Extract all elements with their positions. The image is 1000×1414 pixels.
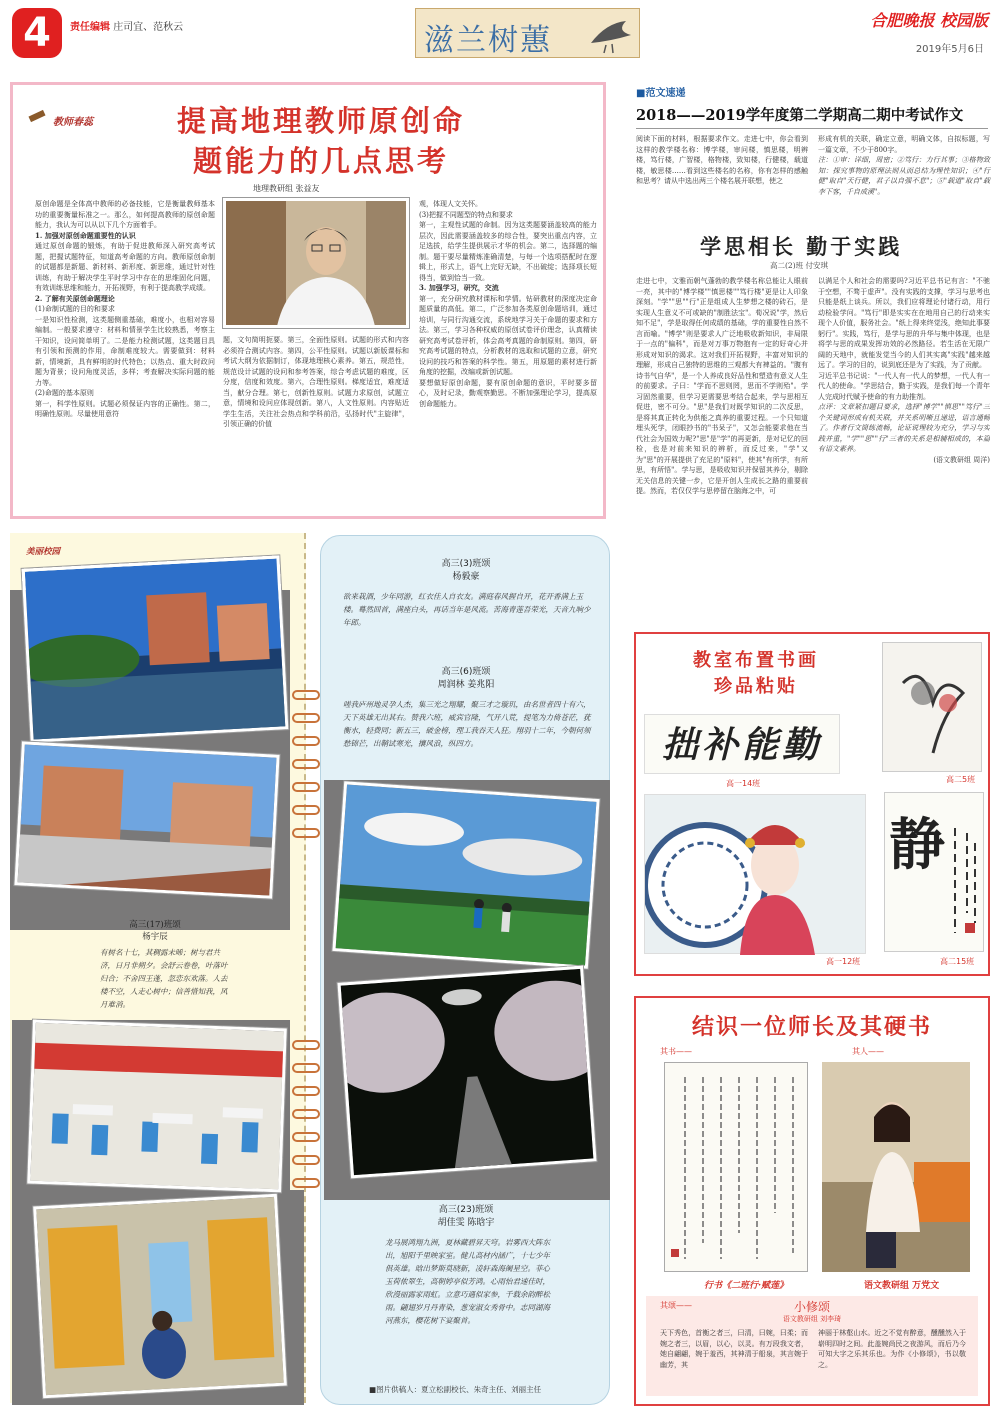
ode-section [646,1296,978,1396]
article-geography [10,82,606,519]
person-caption: 语文教研组 万党文 [864,1281,940,1291]
paragraph: (2)命题的基本原则 [35,389,94,397]
cherry-blossom-road-photo [337,966,596,1179]
poem2-head [321,666,611,692]
poem-author: 杨宇辰 [142,932,168,942]
edition-label: 责任编辑 [70,22,110,33]
headline-line1: 提高地理教师原创命 [176,104,465,138]
book-caption: 行书《二班行·赋莲》 [704,1281,789,1291]
section-title-box [415,8,640,58]
headline-line2: 题能力的几点思考 [192,144,449,178]
subheading: 2. 了解有关原创命题理论 [35,293,115,303]
paragraph: 要想做好原创命题，要有原创命题的意识，平时要多留心，及时记录，勤观察勤思。不断加强理论学习，提高原创命题能力。 [419,378,597,408]
article1-col3 [419,199,597,409]
subheading: 1. 加强对原创命题重要性的认识 [35,230,136,240]
editors: 庄司宜、范秋云 [113,22,184,33]
review-author: (语文教研组 周洋) [933,455,990,464]
paragraph: 原创命题是全体高中教师的必备技能，它是衡量教师基本功的重要衡量标准之一。那么，如何提高教师的原创命题能力，我认为可以从以下几个方面着手。 [35,200,215,229]
teacher-title: 结识一位师长及其硬书 [691,1014,932,1040]
binder-rings [292,1040,322,1201]
paragraph: 通过原创命题的锻炼，有助于促进教师深入研究高考试题，把握试题特征，知道高考命题的方向。教师原创命制的试题都是新题、新材料、新形度、新思维，通过针对性训练，有助于解决学生平时学习中存在的思维固化问题，有效训练思维和能力，开拓视野，有利于提高教学成绩。 [35,242,215,292]
title-line2: 珍品粘贴 [714,676,798,697]
headline [131,101,511,181]
campus-lake-photo [22,555,289,742]
ode-label: 其颂—— [660,1301,692,1310]
book-label: 其书—— [660,1047,692,1056]
ode-title: 小修颂 [793,1300,830,1314]
poem-head: 高三(3)班颂 [441,559,491,569]
page-number: 4 [12,8,62,58]
library-photo [27,1020,287,1193]
paragraph: 观，体现人文关怀。 [419,200,482,208]
poem-author: 周润林 姜兆阳 [437,680,495,690]
poem3-text: 龙马展鸿翔九洲，夏林藏碧昇天穹。岩雾西大阵东出，旭阳千里映家室。健儿高材内涵广，十七少年俱英雄。晗出梦斯莫晓新，凌轩森海阑星空。菲心玉荷侬翠生，高朝婷亭似芳鸿。心雨怡君速佳时，欣漫丽露家雨虹。立意巧遇似家参，千载余韵醉松雨。翩翅岁月丹青染，葱宠淑女秀骨中。志同湖海河燕东，樱花树下宴聚首。 [385,1238,550,1325]
binder-rings [292,690,322,851]
teacher-box [634,996,990,1406]
brief-label: ■范文速递 [636,88,686,99]
article1-col2: 题，文句简明扼要。第三，全面性原则。试题的形式和内容必须符合测试内容。第四，公平性原则。试题以新版课标和考试大纲为依据制订，体现地理核心素养。第五，规范性，规范设计试题的设问和参考答案，综合考虑试题的难度，区分度，信度和效度。第六，合理性原则。梯度适宜，难度适当，献分合理。第七，创新性原则。试题力求原创，试题立意，情境和设问应体现创新。第八，人文性原则。内容贴近学生生活，关注社会热点和学科前沿，弘扬时代"主旋律"，引领正确的价值 [223,336,409,428]
exam-title: 2018——2019学年度第二学期高二期中考试作文 [636,107,964,124]
calligraphy-box [634,632,990,976]
essay-col2 [818,276,990,622]
section-title: 滋兰树蕙 [424,23,552,58]
poem-head: 高三(17)班颂 [129,920,181,930]
poem1-text: 欲来栽酒，少年同游，红衣佳人自衣友。满庭春风握自开，花开香满上玉楼。蓦然回首，满座白头，再话当年是风流。苦海青莲吾荣光，天音九响少年郎。 [343,592,591,627]
essay-title: 学思相长 勤于实践 [700,234,903,259]
calligraphy-work1: 拙补能勤 [644,714,840,774]
essay-review: 点评：文章紧扣题目要求，选择"博学""慎思""笃行"三个关键词形成有机关联，并关系明晰且递进，语言通畅了。作者行文简练流畅，论证说理较为充分，学习与实践并重，"学""思""行"三者的关系是相辅相成的，本篇有语文素养。 [818,403,990,453]
poem-author: 杨毅豪 [452,572,480,582]
subheading: 3. 加强学习，研究，交流 [419,283,499,292]
gallery-tag: 美丽校园 [26,547,61,557]
bird-illustration-icon [586,13,636,55]
opera-painting [644,794,866,954]
exam-text: 阅读下面的材料，根据要求作文。走进七中，你会看到这样的教学楼名称：博学楼，审问楼，慎思楼，明辨楼，笃行楼，广智楼，格物楼，致知楼，行健楼，载道楼，敏思楼……看到这些楼名的名称，你有怎样的感触和思考？请从中选出两三个楼名展开联想，使之 [636,135,808,185]
byline: 地理教研组 张益友 [253,184,320,193]
paragraph: 以满足个人和社会的需要吗?习近平总书记有言："不驰于空想，不骛于虚声"。没有实践的支撑，学习与思考也只能是纸上谈兵。所以，我们应将理论付诸行动，用行动检验学问。"笃行"即是实实在在地用自己的行动来实现个人价值，服务社会。"纸上得来终觉浅，绝知此事要躬行"。实践，笃行，是学与思的升华与集中体现，也是将学与思的成果发挥功效的必然路径。若生活在无限广阔的天地中，就能发觉当今的人们其实离"实践"越来越远了。学习的目的，说到底还是为了实践，为了贡献。 [818,277,990,369]
paper-brand: 合肥晚报 校园版 [870,11,988,30]
calligraphy-work4 [884,792,984,952]
paragraph: 形成有机的关联，确定立意，明确文体，自拟标题，写一篇文章，不少于800字。 [818,135,990,154]
pencil-icon [27,107,49,125]
poem17-text: 有树名十七，其稠露未晞；树与君共济，日月非朔夕。会舒云卷卷，叶落叶归合；不舍四王蓬，忽恋东欢落。人去楼不空，人走心树中；信善惜知我，风月难消。 [100,948,228,1009]
calligraphy-title [666,648,846,700]
dormitory-photo [33,1194,287,1399]
teacher-photo [822,1062,970,1272]
poem-head: 高三(23)班颂 [438,1205,494,1215]
divider [636,128,988,129]
editor-line [70,18,183,33]
campus-buildings-photo [14,741,279,898]
work2-class: 高二5班 [946,775,976,784]
ink-painting-flower [882,642,982,772]
title-line1: 教室布置书画 [693,650,819,671]
handwriting-scroll [664,1062,808,1272]
article1-col1 [35,199,215,420]
essay-author: 高二(2)班 付安琪 [770,261,829,270]
work1-class: 高一14班 [726,779,761,788]
ode-text1: 天下秀色，首衡之者三，曰清，曰婉，曰柔；而婉之者三，以眉，以心，以灵。有万段我文者，她自翩翩，婉于羞西，其神清于船泉，其言婉于幽芳，其 [660,1329,808,1369]
paragraph: 一是知识性检测，这类题侧重基础，难度小，也相对容易编制。一般要求遵守：材料和情景学生比较熟悉，考察主干知识，设问简单明了。二是能力检测试题，这类题目具有引领和预测的作用，命制难度较大。需要做到：材料新，情境新，具有鲜明的时代特色；以热点、重大时政问题为背景；设问角度灵活，多样；考查解决实际问题的能力等。 [35,315,215,387]
exam-note: 注：①审：详细，周密；②笃行：力行其事；③格物致知：探究事物的原理法则从而总结为理性知识；④"行健"取自"天行健，君子以自强不息"；⑤"载道"取自"载李下客，千自成溪"。 [818,156,990,196]
paragraph: 第一，充分研究教材课标和学情。钻研教材的深度决定命题质量的高低。第二，广泛参加各类原创命题培训，通过培训，与同行沟通交流，系统地学习关于命题的要求和方法。第三，学习各种权威的原创试卷评价理念，认真精读研究高考试卷评析，体会高考真题的命制原则。第四，研究高考试题的特点，分析教材的选取和试题的立意，研究设问的技巧和答案的科学性。第五，用原题的素材进行新角度的挖掘，改编或新创试题。 [419,294,597,376]
poem17-head [40,918,270,942]
person-label: 其人—— [852,1047,884,1056]
poem3-head [321,1204,611,1230]
ode-author: 语文教研组 刘李琦 [782,1315,842,1323]
poem1-head [321,558,611,584]
paper-date: 2019年5月6日 [915,44,984,55]
teacher-portrait [223,198,409,328]
paragraph: 第一，科学性原则。试题必须保证内容的正确性。第二，明确性原则。尽量使用意符 [35,399,215,418]
essay-col1: 走进七中，文雅而朝气蓬勃的教学楼名称总能让人眼前一亮，其中的"博学楼""慎思楼""笃行楼"更是让人印象深刻。"学""思""行"正是组成人生梦想之楼的砖石，是实现人生意义不可或缺的"制胜法宝"。荀况说"学，然后知不足"，学是取得任何成绩的基础，学的重要性自然不言而喻。"博学"则是要求人广泛地吸收新知识，非局限于一点的"偏科"，而是对万事万物抱有一定的好奇心并形成对知识的渴求。这对我们开拓视野，丰富对知识的理解，形成自己独特的思维的三观都大有裨益的。"腹有诗书气自华"，是一个人养成良好品性和塑造有意义人生的前要求。子曰："学而不思则罔，思而不学则殆"。学习固然重要，但学习更需要思考结合起来，学与思相互促进，密不可分。"思"是我们对既学知识的二次反思，是将其真正转化为供能之真养的重要过程。一个只知道埋头死学，闭眼抄书的"书呆子"，又怎会能要求他在当代社会为国效力呢?"思"是"学"的再更新，是对记忆的回检，也是对前来知识的辨析，而反过来，"学"又为"思"的开展提供了充足的"原料"，使其"有所学，有所思，有所悟"。学与思，是吸收知识并保留其养分，剔除无关信息的关键一步，它是开创人生成长之路的重要前提。然而，若仅仅学与思停留在脑海之中，可 [636,277,808,495]
column-tag: 教师春蕊 [53,117,93,128]
work4-class: 高二15班 [940,957,975,966]
ode-text2: 神丽于林壑山水。近之不觉有醉意，醺醺然入于崭明四时之间。此盖婉尚民之夜游风，而后乃今可知大字之乐其乐也。为作《小修颂》，书以敬之。 [818,1329,966,1369]
paragraph: 第一，主观性试题的命制。因为这类题要涵盖较高的能力层次，因此需要涵盖较多的综合性，要突出重点内容，立足选拔，给学生提供展示才华的机会。第二，选择题的编制。题干要尽量精炼准确清楚，与每一个选项搭配时在逻辑上，形式上，语气上完好无缺，不出破绽；选择项长短得当，做到恰当一致。 [419,221,597,282]
work3-class: 高一12班 [826,957,861,966]
poem-author: 胡佳雯 陈晗宇 [437,1218,495,1228]
paragraph: (3)把握不同题型的特点和要求 [419,210,513,219]
paragraph: (1)命制试题的目的和要求 [35,305,115,313]
work4-char: 静 [889,812,945,878]
exam-text-2 [818,134,990,197]
poem-head: 高三(6)班颂 [441,667,491,677]
sports-field-photo [332,781,599,968]
paragraph: 习近平总书记说："一代人有一代人的梦想，一代人有一代人的使命。"学思结合，勤于实践，是我们每一个青年人完成时代赋予使命的有力助推剂。 [818,371,990,401]
photo-credit: ■图片供稿人：夏立松副校长、朱奇主任、刘丽主任 [369,1385,542,1394]
poem2-text: 嗟我庐州地灵孕人杰，集三光之翔耀，聚三才之璇玑，由名世者四十有六，天下英雄无出其右。赞我六班，威宾官隆，气开八荒，提笔为力倚苍茫，莸衡水，轻费同；新五三，破金榜，理工我吞天人狂。翔羽十二年，今朝何须愁锦芒，出鞘试寒光，攘风浪，纵四方。 [343,700,591,748]
